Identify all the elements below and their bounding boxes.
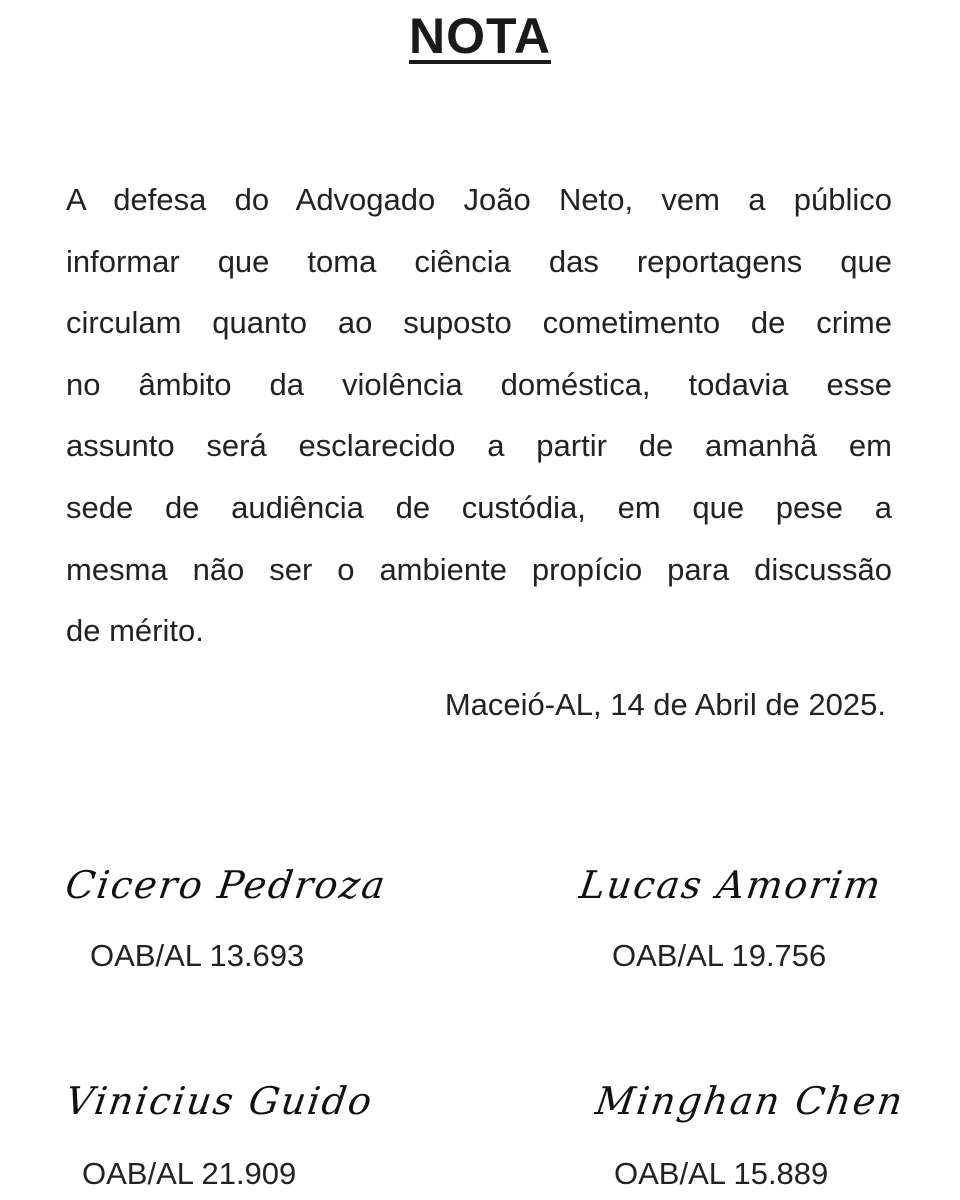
document-body: [66, 169, 892, 662]
body-line: A defesa do Advogado João Neto, vem a público: [66, 182, 892, 217]
oab-number-minghan-chen: OAB/AL 15.889: [614, 1156, 829, 1191]
oab-number-lucas-amorim: OAB/AL 19.756: [612, 938, 827, 973]
body-line: informar que toma ciência das reportagens que: [66, 243, 892, 279]
date-line: Maceió-AL, 14 de Abril de 2025.: [444, 687, 886, 722]
oab-number-cicero-pedroza: OAB/AL 13.693: [90, 938, 305, 973]
body-line: circulam quanto ao suposto cometimento de crime: [66, 305, 892, 341]
body-line: sede de audiência de custódia, em que pese a: [66, 489, 892, 525]
signature-lucas-amorim: Lucas Amorim: [576, 863, 886, 907]
oab-number-vinicius-guido: OAB/AL 21.909: [82, 1156, 297, 1191]
body-line: mesma não ser o ambiente propício para discussão: [66, 551, 892, 587]
body-line: no âmbito da violência doméstica, todavia esse: [66, 366, 892, 402]
document-title-text: NOTA: [409, 8, 551, 64]
document-title: [0, 6, 960, 66]
body-line: assunto será esclarecido a partir de amanhã em: [66, 428, 892, 464]
signature-cicero-pedroza: Cicero Pedroza: [62, 863, 390, 907]
body-line: de mérito.: [66, 613, 204, 649]
signature-vinicius-guido: Vinicius Guido: [62, 1079, 377, 1123]
signature-minghan-chen: Minghan Chen: [592, 1079, 908, 1123]
